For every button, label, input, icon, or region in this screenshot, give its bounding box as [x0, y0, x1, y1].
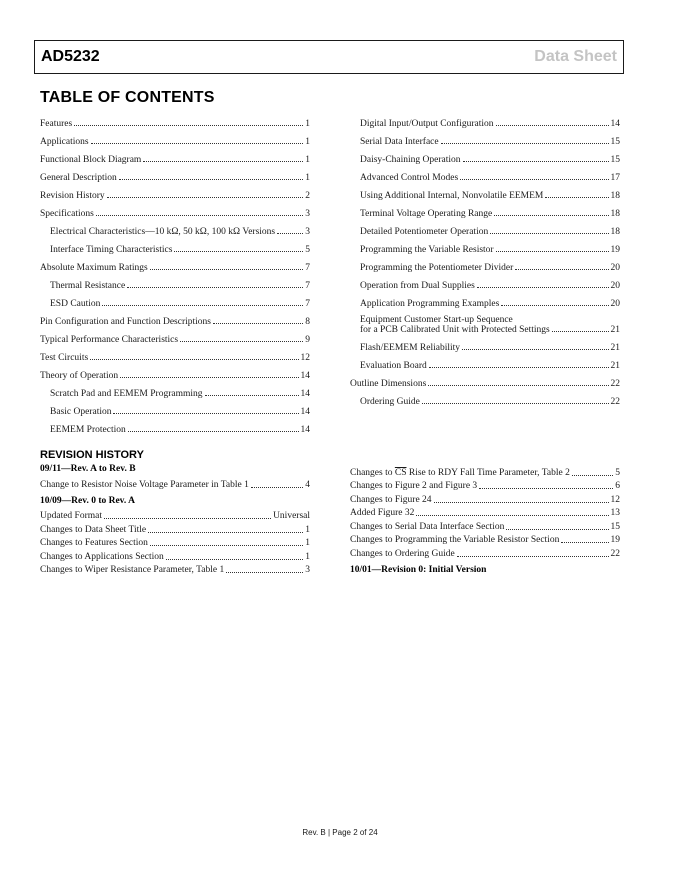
leader-dots	[462, 349, 608, 350]
toc-entry[interactable]	[40, 129, 310, 147]
leader-dots	[463, 161, 609, 162]
revision-entry-page: 1	[305, 524, 310, 535]
toc-entry-label: Specifications	[40, 209, 94, 219]
cs-signal: $\overline{CS}$	[394, 467, 407, 478]
leader-dots	[496, 125, 609, 126]
revision-entry	[40, 535, 310, 549]
leader-dots	[429, 367, 609, 368]
toc-entry-page: 14	[300, 371, 310, 381]
leader-dots	[501, 305, 608, 306]
toc-entry[interactable]	[40, 327, 310, 345]
leader-dots	[434, 502, 609, 503]
leader-dots	[113, 413, 298, 414]
toc-entry-label	[350, 315, 550, 335]
revision-history-title: REVISION HISTORY	[40, 449, 144, 461]
leader-dots	[120, 377, 298, 378]
toc-entry-label: Basic Operation	[50, 407, 112, 417]
toc-entry[interactable]	[40, 273, 310, 291]
toc-entry-label: Test Circuits	[40, 353, 89, 363]
toc-entry-label: Pin Configuration and Function Descriptions	[40, 317, 211, 327]
toc-entry[interactable]	[40, 417, 310, 435]
part-number: AD5232	[41, 48, 100, 65]
revision-entry-label: Changes to Features Section	[40, 538, 148, 548]
revision-entry-label: Changes to Programming the Variable Resistor Section	[350, 535, 560, 545]
leader-dots	[515, 269, 608, 270]
leader-dots	[490, 233, 608, 234]
toc-entry-label: ESD Caution	[50, 299, 101, 309]
toc-entry-page: 21	[610, 343, 620, 353]
toc-entry[interactable]	[40, 201, 310, 219]
revision-entry-page: 15	[610, 521, 620, 532]
toc-entry-label: Detailed Potentiometer Operation	[360, 227, 489, 237]
revision-right-column	[350, 464, 620, 575]
revision-entry-page: 3	[305, 565, 310, 575]
leader-dots	[96, 215, 303, 216]
toc-entry[interactable]	[40, 111, 310, 129]
leader-dots	[226, 572, 303, 573]
leader-dots	[479, 488, 613, 489]
toc-entry[interactable]	[350, 183, 620, 201]
leader-dots	[277, 233, 303, 234]
leader-dots	[127, 287, 303, 288]
revision-entry-label: Added Figure 32	[350, 508, 415, 518]
toc-entry-label: Scratch Pad and EEMEM Programming	[50, 389, 203, 399]
leader-dots	[150, 545, 303, 546]
toc-entry[interactable]	[40, 399, 310, 417]
toc-entry[interactable]	[40, 219, 310, 237]
toc-entry[interactable]	[40, 147, 310, 165]
leader-dots	[428, 385, 608, 386]
toc-entry-label-line1: Equipment Customer Start-up Sequence	[360, 315, 513, 325]
toc-entry[interactable]	[350, 371, 620, 389]
leader-dots	[90, 359, 298, 360]
revision-entry	[350, 478, 620, 492]
toc-title: TABLE OF CONTENTS	[40, 89, 215, 106]
leader-dots	[494, 215, 608, 216]
toc-entry[interactable]	[350, 309, 620, 335]
revision-entry-label: Changes to Figure 2 and Figure 3	[350, 481, 478, 491]
leader-dots	[148, 532, 303, 533]
leader-dots	[104, 518, 271, 519]
revision-entry	[40, 548, 310, 562]
leader-dots	[457, 556, 609, 557]
toc-entry-page: 1	[305, 137, 310, 147]
leader-dots	[166, 559, 303, 560]
toc-entry-label: Electrical Characteristics—10 kΩ, 50 kΩ, 100 kΩ Versions	[50, 227, 276, 237]
leader-dots	[128, 431, 299, 432]
toc-entry[interactable]	[350, 147, 620, 165]
toc-entry[interactable]	[40, 183, 310, 201]
revision-entry-label: Change to Resistor Noise Voltage Parameter in Table 1	[40, 479, 249, 490]
revision-entry	[40, 562, 310, 576]
toc-entry-page: 14	[300, 389, 310, 399]
toc-entry-page: 7	[305, 263, 310, 273]
toc-entry[interactable]	[350, 255, 620, 273]
leader-dots	[143, 161, 303, 162]
leader-dots	[422, 403, 609, 404]
toc-entry-label: Typical Performance Characteristics	[40, 335, 179, 345]
toc-entry-label: Daisy-Chaining Operation	[360, 155, 461, 165]
toc-entry[interactable]	[40, 255, 310, 273]
leader-dots	[545, 197, 608, 198]
toc-entry-page: 8	[305, 317, 310, 327]
toc-entry-label: EEMEM Protection	[50, 425, 126, 435]
revision-heading: 09/11—Rev. A to Rev. B	[40, 464, 136, 474]
toc-entry[interactable]	[350, 389, 620, 407]
toc-entry-label: Advanced Control Modes	[360, 173, 459, 183]
toc-entry[interactable]	[350, 201, 620, 219]
toc-entry-label-line2: for a PCB Calibrated Unit with Protected Settings	[360, 325, 550, 335]
document-type: Data Sheet	[534, 48, 617, 65]
leader-dots	[441, 143, 609, 144]
toc-entry-page: 12	[300, 353, 310, 363]
revision-entry-page: 4	[305, 479, 310, 490]
revision-entry-page: 22	[610, 548, 620, 559]
toc-entry-label: Functional Block Diagram	[40, 155, 142, 165]
leader-dots	[460, 179, 608, 180]
page-footer: Rev. B | Page 2 of 24	[302, 828, 378, 837]
toc-entry[interactable]	[40, 381, 310, 399]
toc-entry-page: 14	[300, 407, 310, 417]
revision-initial-version: 10/01—Revision 0: Initial Version	[350, 564, 487, 575]
toc-entry[interactable]	[40, 345, 310, 363]
toc-entry-label: Serial Data Interface	[360, 137, 439, 147]
toc-entry[interactable]	[350, 353, 620, 371]
toc-entry[interactable]	[40, 363, 310, 381]
leader-dots	[506, 529, 608, 530]
revision-entry-page: 5	[615, 467, 620, 478]
leader-dots	[174, 251, 303, 252]
toc-entry-label: Thermal Resistance	[50, 281, 126, 291]
toc-entry-page: 20	[610, 263, 620, 273]
toc-entry-page: 5	[305, 245, 310, 255]
toc-entry-label: Programming the Variable Resistor	[360, 245, 494, 255]
toc-entry-page: 20	[610, 281, 620, 291]
toc-entry-page: 18	[610, 227, 620, 237]
toc-entry-page: 21	[610, 325, 620, 335]
toc-entry-page: 15	[610, 137, 620, 147]
toc-entry[interactable]	[40, 291, 310, 309]
toc-entry-page: 15	[610, 155, 620, 165]
toc-entry-label: Ordering Guide	[360, 397, 420, 407]
toc-entry[interactable]	[40, 309, 310, 327]
toc-entry-page: 7	[305, 299, 310, 309]
revision-entry	[350, 464, 620, 478]
revision-entry-page: 12	[610, 494, 620, 505]
revision-entry	[350, 505, 620, 519]
toc-entry-label: Application Programming Examples	[360, 299, 500, 309]
leader-dots	[102, 305, 303, 306]
leader-dots	[552, 331, 609, 332]
revision-entry-page: 13	[610, 508, 620, 518]
toc-entry-page: 1	[305, 119, 310, 129]
leader-dots	[251, 487, 303, 488]
leader-dots	[180, 341, 303, 342]
toc-entry[interactable]	[350, 219, 620, 237]
toc-entry[interactable]	[350, 273, 620, 291]
toc-entry[interactable]	[350, 129, 620, 147]
toc-entry-label: Theory of Operation	[40, 371, 119, 381]
toc-entry-label: Interface Timing Characteristics	[50, 245, 173, 255]
toc-entry-label: Using Additional Internal, Nonvolatile EEMEM	[360, 191, 544, 201]
revision-heading: 10/09—Rev. 0 to Rev. A	[40, 495, 135, 506]
toc-entry-page: 22	[610, 397, 620, 407]
toc-entry-page: 3	[305, 209, 310, 219]
toc-entry-label: Evaluation Board	[360, 361, 427, 371]
toc-entry[interactable]	[40, 165, 310, 183]
toc-entry-label: General Description	[40, 173, 117, 183]
revision-entry-label: Changes to Applications Section	[40, 551, 164, 562]
toc-entry-label: Outline Dimensions	[350, 379, 427, 389]
leader-dots	[561, 542, 608, 543]
leader-dots	[91, 143, 304, 144]
revision-entry	[350, 532, 620, 546]
revision-entry-label: Changes to Figure 24	[350, 494, 432, 505]
toc-entry-label: Operation from Dual Supplies	[360, 281, 475, 291]
revision-entry-label: Changes to Wiper Resistance Parameter, Table 1	[40, 565, 225, 575]
header-bar	[34, 40, 624, 74]
revision-entry	[40, 508, 310, 522]
leader-dots	[205, 395, 299, 396]
toc-entry-page: 19	[610, 245, 620, 255]
toc-right-column	[350, 111, 620, 407]
toc-entry-label: Features	[40, 119, 73, 129]
toc-entry[interactable]	[40, 237, 310, 255]
revision-entry-label: Updated Format	[40, 511, 103, 521]
revision-entry	[350, 491, 620, 505]
revision-entry	[40, 521, 310, 535]
leader-dots	[416, 515, 608, 516]
toc-entry-page: 9	[305, 335, 310, 345]
toc-entry[interactable]	[350, 237, 620, 255]
revision-entry-label: Changes to Data Sheet Title	[40, 524, 147, 535]
toc-entry[interactable]	[350, 165, 620, 183]
toc-entry-page: 18	[610, 191, 620, 201]
toc-entry-page: 21	[610, 361, 620, 371]
revision-entry	[350, 545, 620, 559]
toc-entry-page: 1	[305, 173, 310, 183]
toc-entry-page: 14	[610, 119, 620, 129]
leader-dots	[150, 269, 304, 270]
revision-entry-label: Changes to Ordering Guide	[350, 548, 455, 559]
leader-dots	[74, 125, 303, 126]
toc-entry-label: Programming the Potentiometer Divider	[360, 263, 514, 273]
toc-left-column	[40, 111, 310, 435]
toc-entry-page: 17	[610, 173, 620, 183]
revision-entry	[350, 518, 620, 532]
revision-left-column	[40, 464, 310, 575]
toc-entry-page: 2	[305, 191, 310, 201]
toc-entry-page: 3	[305, 227, 310, 237]
toc-entry-page: 22	[610, 379, 620, 389]
revision-entry-label-cont: Rise to RDY Fall Time Parameter, Table 2	[406, 467, 570, 478]
leader-dots	[572, 475, 613, 476]
revision-entry	[40, 476, 310, 490]
leader-dots	[107, 197, 304, 198]
leader-dots	[496, 251, 609, 252]
toc-entry-label: Flash/EEMEM Reliability	[360, 343, 461, 353]
revision-entry-label: Changes to	[350, 467, 395, 478]
leader-dots	[119, 179, 303, 180]
toc-entry[interactable]	[350, 335, 620, 353]
revision-entry-page: 19	[610, 535, 620, 545]
revision-entry-page: 1	[305, 538, 310, 548]
toc-entry-label: Digital Input/Output Configuration	[360, 119, 494, 129]
toc-entry[interactable]	[350, 291, 620, 309]
revision-entry-label: Changes to Serial Data Interface Section	[350, 521, 505, 532]
leader-dots	[213, 323, 303, 324]
toc-entry-page: 20	[610, 299, 620, 309]
toc-entry-page: 18	[610, 209, 620, 219]
revision-entry-page: Universal	[273, 511, 310, 521]
toc-entry-label: Absolute Maximum Ratings	[40, 263, 148, 273]
toc-entry-page: 1	[305, 155, 310, 165]
revision-entry-page: 6	[615, 481, 620, 491]
toc-entry-label: Applications	[40, 137, 89, 147]
toc-entry-page: 7	[305, 281, 310, 291]
leader-dots	[477, 287, 609, 288]
toc-entry-page: 14	[300, 425, 310, 435]
toc-entry-label: Terminal Voltage Operating Range	[360, 209, 493, 219]
revision-entry-page: 1	[305, 551, 310, 562]
toc-entry-label: Revision History	[40, 191, 105, 201]
toc-entry[interactable]	[350, 111, 620, 129]
